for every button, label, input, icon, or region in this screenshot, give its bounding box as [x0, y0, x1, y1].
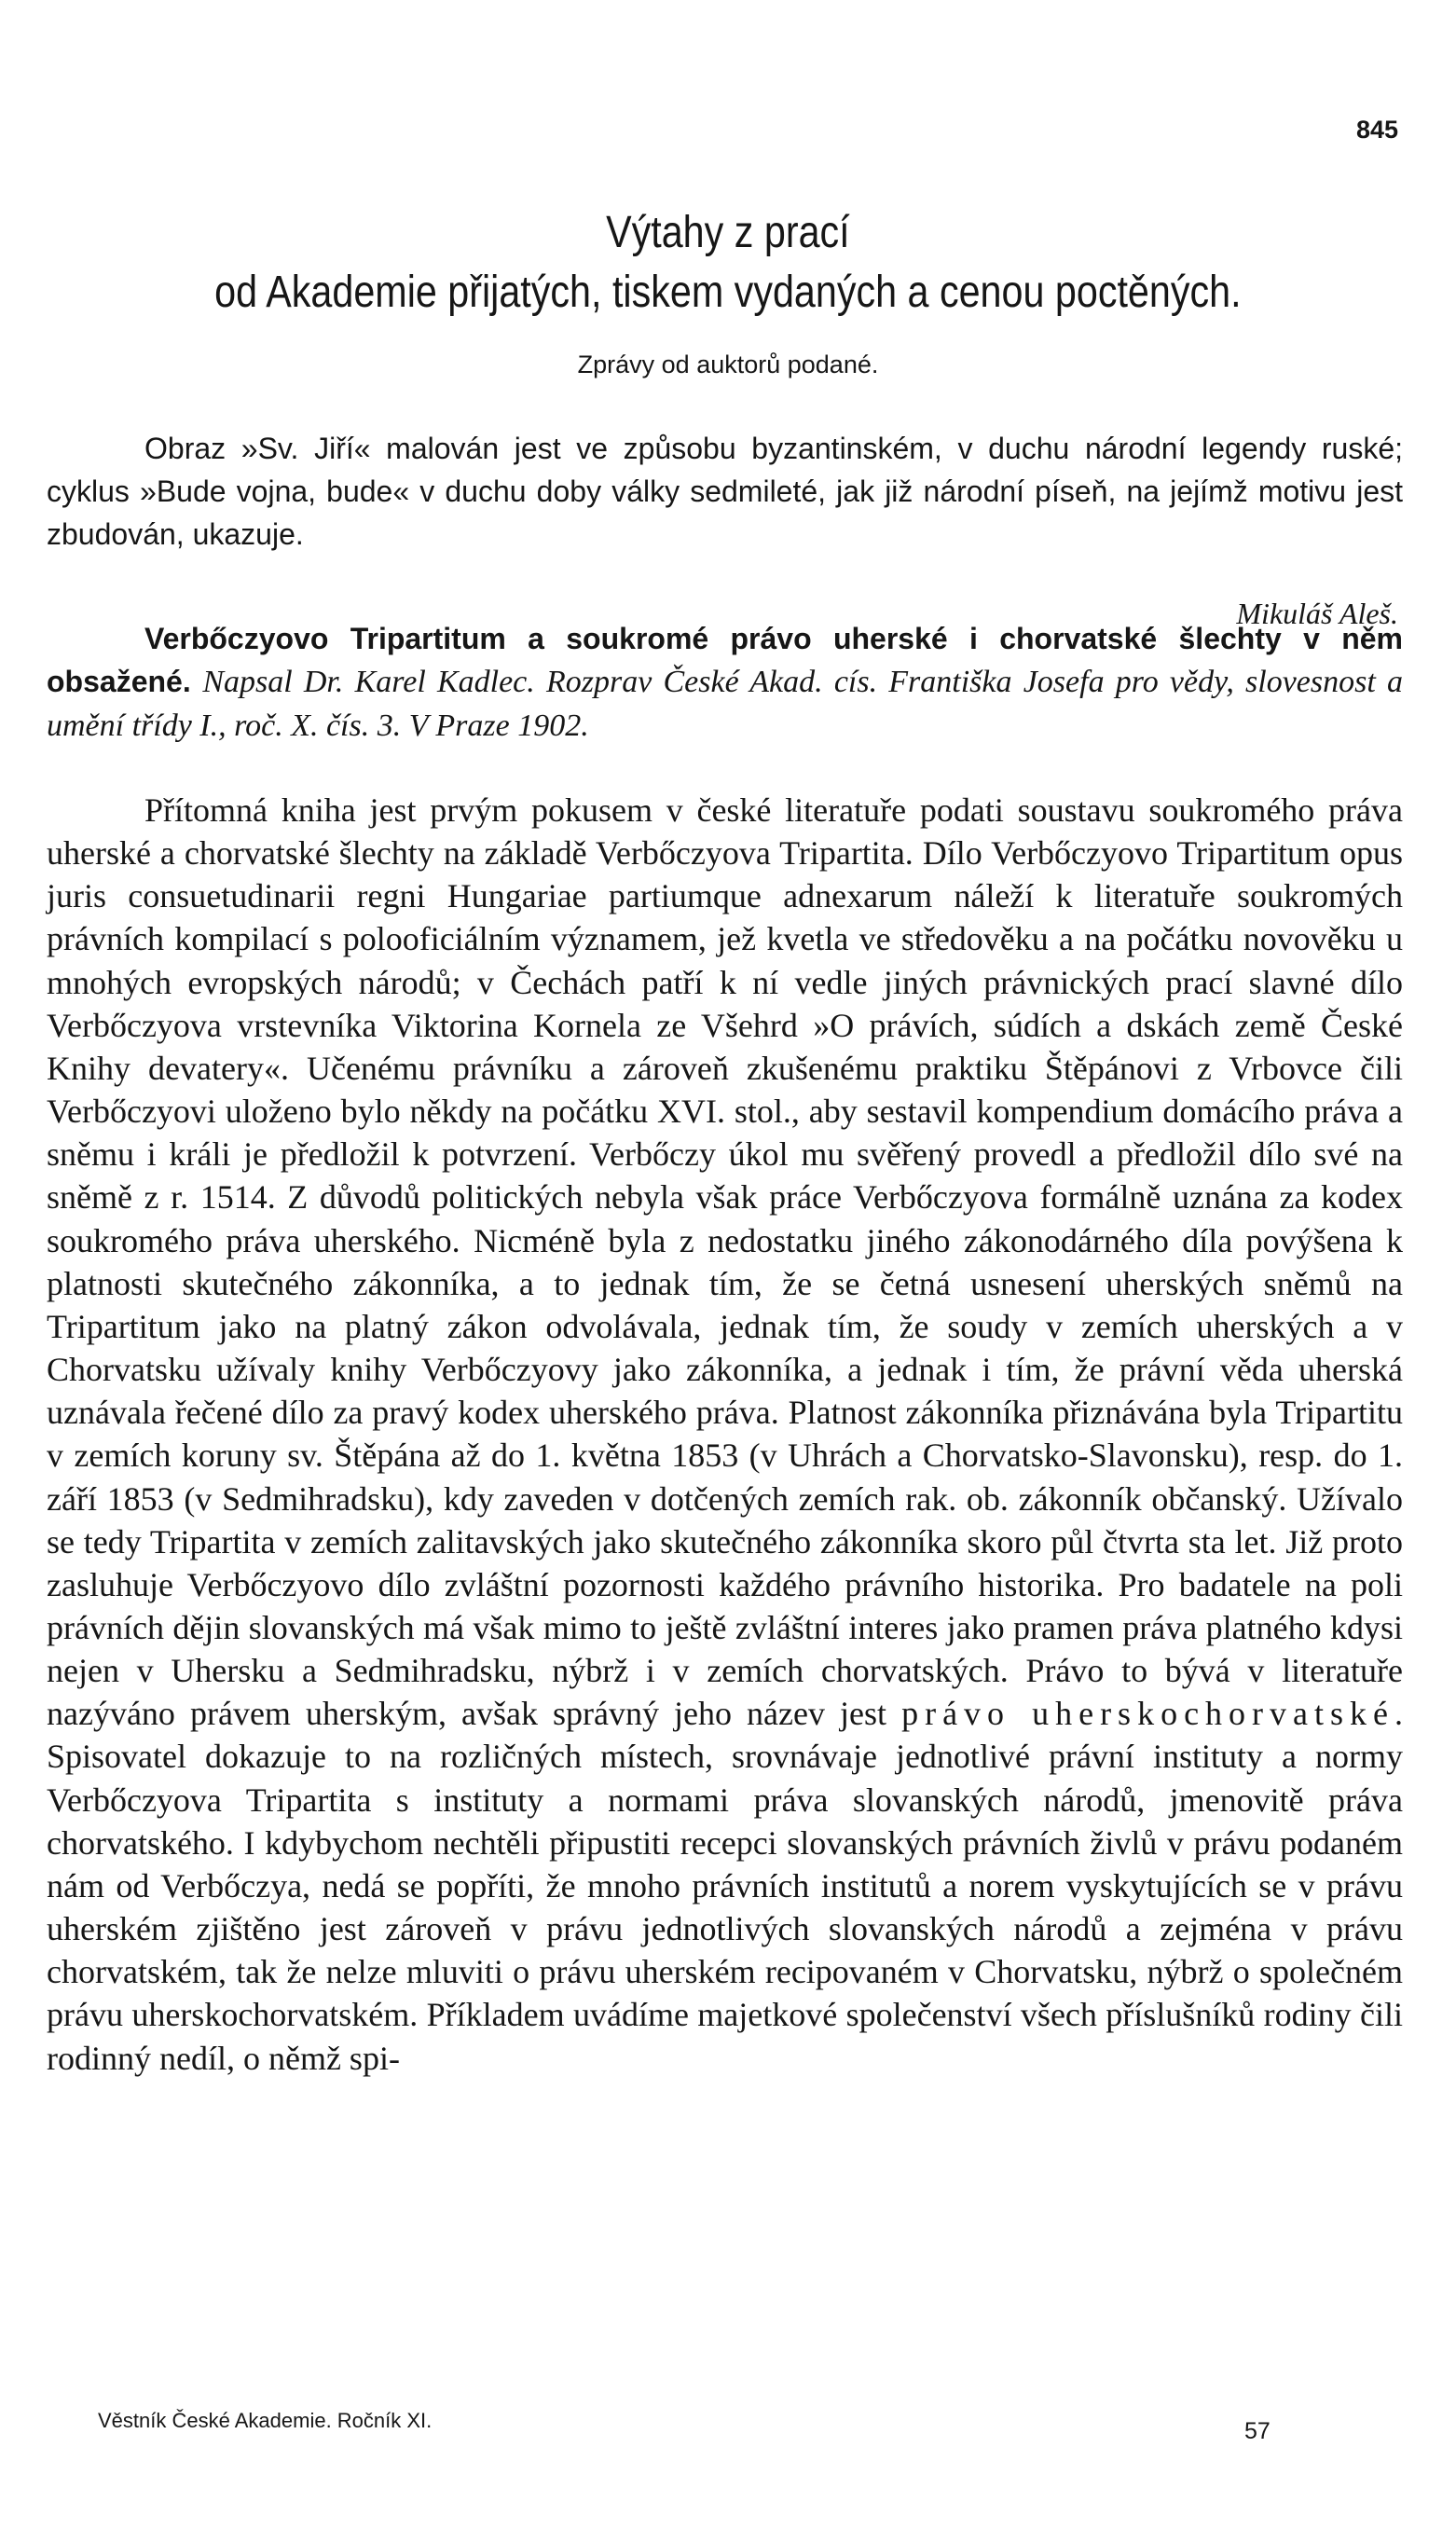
- article-2-body-part-1: Přítomná kniha jest prvým pokusem v české literatuře podati soustavu soukromého práva uherské a chorvatské šlechty na základě Verbőczyova Tripartita. Dílo Verbőczyovo Tripartitum opus juris consuetudinarii regni Hungariae partiumque adnexarum náleží k literatuře soukromých právních kompilací s polooficiálním významem, jež kvetla ve středověku a na počátku novověku u mnohých evropských národů; v Čechách patří k ní vedle jiných právnických prací slavné dílo Verbőczyova vrstevníka Viktorina Kornela ze Všehrd »O právích, súdích a dskách země České Knihy devatery«. Učenému právníku a zároveň zkušenému praktiku Štěpánovi z Vrbovce čili Verbőczyovi uloženo bylo někdy na počátku XVI. stol., aby sestavil kompendium domácího práva a sněmu i králi je předložil k potvrzení. Verbőczy úkol mu svěřený provedl a předložil dílo své na sněmě z r. 1514. Z důvodů politických nebyla však práce Verbőczyova formálně uznána za kodex soukromého práva uherského. Nicméně byla z nedostatku jiného zákonodárného díla povýšena k platnosti skutečného zákonníka, a to jednak tím, že se četná usnesení uherských sněmů na Tripartitum jako na platný zákon odvolávala, jednak tím, že soudy v zemích uherských a v Chorvatsku užívaly knihy Verbőczyovy jako zákonníka, a jednak i tím, že právní věda uherská uznávala řečené dílo za pravý kodex uherského práva. Platnost zákonníka přiznávána byla Tripartitu v zemích koruny sv. Štěpána až do 1. května 1853 (v Uhrách a Chorvatsko-Slavonsku), resp. do 1. září 1853 (v Sedmihradsku), kdy zaveden v dotčených zemích rak. ob. zákonník občanský. Užívalo se tedy Tripartita v zemích zalitavských jako skutečného zákonníka skoro půl čtvrta sta let. Již proto zasluhuje Verbőczyovo dílo zvláštní pozornosti každého právního historika. Pro badatele na poli právních dějin slovanských má však mimo to ještě zvláštní interes jako pramen práva platného kdysi nejen v Uhersku a Sedmihradsku, nýbrž i v zemích chorvatských. Právo to bývá v literatuře nazýváno právem uherským, avšak správný jeho název jest: [47, 791, 1403, 1733]
- article-1-author: Mikuláš Aleš.: [1236, 597, 1398, 630]
- footer-sheet-number: 57: [1244, 2418, 1271, 2444]
- footer-journal: Věstník České Akademie. Ročník XI.: [98, 2409, 433, 2432]
- article-2-emphasis: právo uherskochorvatské: [901, 1695, 1395, 1733]
- article-2-body: [47, 789, 1403, 2080]
- article-2-title: Verbőczyovo Tripartitum a soukromé právo uherské i chorvatské šlechty v něm obsažené.: [47, 622, 1403, 698]
- section-title-line-2: od Akademie přijatých, tiskem vydaných a cenou poctěných.: [214, 268, 1242, 317]
- section-title-line-1: Výtahy z prací: [606, 208, 850, 257]
- page-number: 845: [1355, 116, 1398, 144]
- article-2-heading: [47, 617, 1403, 748]
- article-1-paragraph: [47, 427, 1403, 556]
- article-2-citation: Napsal Dr. Karel Kadlec. Rozprav České Akad. cís. Františka Josefa pro vědy, slovesnost a umění třídy I., roč. X. čís. 3. V Praze 1902.: [47, 665, 1403, 743]
- article-2-body-part-2: . Spisovatel dokazuje to na rozličných místech, srovnávaje jednotlivé právní instituty a normy Verbőczyova Tripartita s instituty a normami práva slovanských národů, jmenovitě práva chorvatského. I kdybychom nechtěli připustiti recepci slovanských právních živlů v právu podaném nám od Verbőczya, nedá se popříti, že mnoho právních institutů a norem vyskytujících se v právu uherském zjištěno jest zároveň v právu jednotlivých slovanských národů a zejména v právu chorvatském, tak že nelze mluviti o právu uherském recipovaném v Chorvatsku, nýbrž o společném právu uherskochorvatském. Příkladem uvádíme majetkové společenství všech příslušníků rodiny čili rodinný nedíl, o němž spi-: [47, 1695, 1404, 2077]
- section-subtitle: Zprávy od auktorů podané.: [577, 351, 879, 378]
- article-1-text: Obraz »Sv. Jiří« malován jest ve způsobu byzantinském, v duchu národní legendy ruské; cyklus »Bude vojna, bude« v duchu doby války sedmileté, jak již národní píseň, na jejímž motivu jest zbudován, ukazuje.: [47, 432, 1403, 551]
